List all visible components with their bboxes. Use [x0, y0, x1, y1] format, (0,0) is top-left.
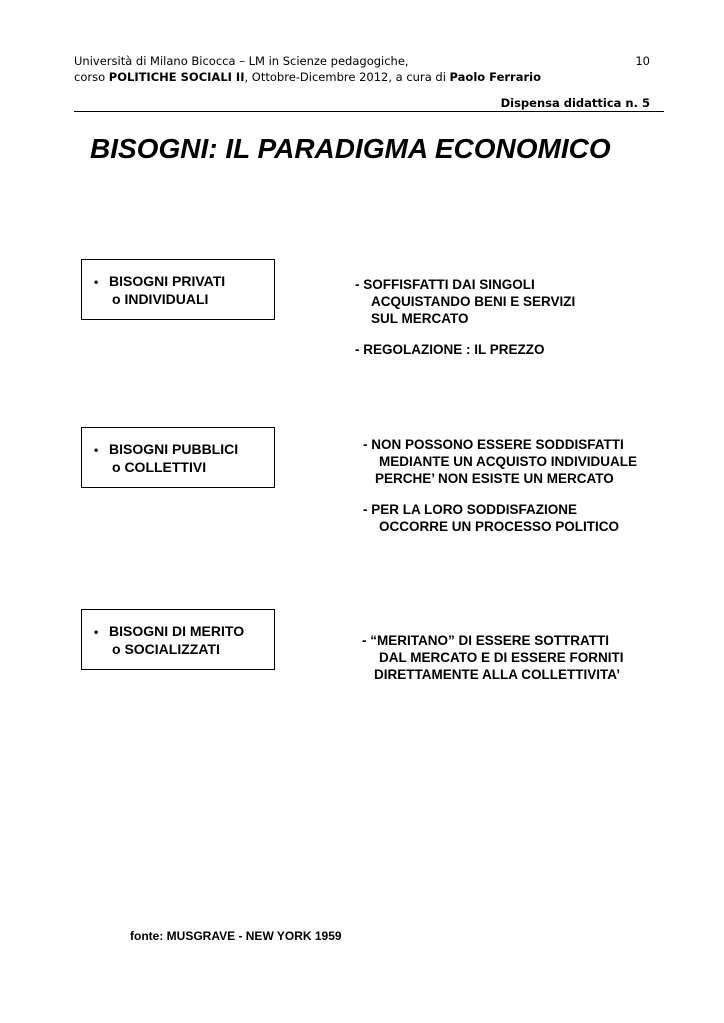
- desc-line: PERCHE’ NON ESISTE UN MERCATO: [375, 471, 614, 486]
- header-line-2: [74, 69, 541, 85]
- desc-line: - REGOLAZIONE : IL PREZZO: [355, 342, 545, 357]
- desc-line: OCCORRE UN PROCESSO POLITICO: [379, 519, 620, 534]
- box-bisogni-privati: [81, 259, 275, 320]
- desc-line: - PER LA LORO SODDISFAZIONE: [363, 502, 578, 517]
- author-name: Paolo Ferrario: [449, 70, 541, 84]
- desc-line: MEDIANTE UN ACQUISTO INDIVIDUALE: [379, 454, 638, 469]
- desc-bisogni-merito: [362, 632, 624, 683]
- desc-line: - “MERITANO” DI ESSERE SOTTRATTI: [362, 633, 610, 648]
- box-label: BISOGNI PUBBLICI: [109, 441, 239, 457]
- source-note: fonte: MUSGRAVE - NEW YORK 1959: [130, 929, 342, 943]
- desc-line: DIRETTAMENTE ALLA COLLETTIVITA’: [374, 667, 620, 682]
- dispensa-label: Dispensa didattica n. 5: [500, 96, 650, 110]
- desc-line: SUL MERCATO: [371, 311, 469, 326]
- box-line-1: [94, 440, 238, 459]
- box-line-1: [94, 622, 244, 641]
- box-bisogni-pubblici: [81, 427, 275, 488]
- bullet-icon: •: [94, 625, 99, 639]
- desc-bisogni-privati: [355, 276, 575, 358]
- desc-line: - SOFFISFATTI DAI SINGOLI: [355, 277, 535, 292]
- box-line-2: o COLLETTIVI: [112, 459, 207, 475]
- box-bisogni-merito: [81, 609, 275, 670]
- bullet-icon: •: [94, 275, 99, 289]
- header-line-1: Università di Milano Bicocca – LM in Scienze pedagogiche,: [74, 54, 409, 68]
- box-line-2: o INDIVIDUALI: [112, 291, 209, 307]
- box-label: BISOGNI DI MERITO: [109, 623, 245, 639]
- box-label: BISOGNI PRIVATI: [109, 273, 226, 289]
- header-middle: , Ottobre-Dicembre 2012, a cura di: [244, 70, 450, 84]
- box-line-2: o SOCIALIZZATI: [112, 641, 220, 657]
- desc-line: - NON POSSONO ESSERE SODDISFATTI: [363, 437, 624, 452]
- header-divider: [74, 111, 664, 112]
- box-line-1: [94, 272, 225, 291]
- bullet-icon: •: [94, 443, 99, 457]
- page-number: 10: [635, 54, 650, 68]
- course-name: POLITICHE SOCIALI II: [108, 70, 245, 84]
- page-title: BISOGNI: IL PARADIGMA ECONOMICO: [90, 133, 611, 164]
- desc-line: ACQUISTANDO BENI E SERVIZI: [371, 294, 576, 309]
- header-prefix: corso: [74, 70, 109, 84]
- desc-bisogni-pubblici: [363, 436, 637, 535]
- desc-line: DAL MERCATO E DI ESSERE FORNITI: [379, 650, 624, 665]
